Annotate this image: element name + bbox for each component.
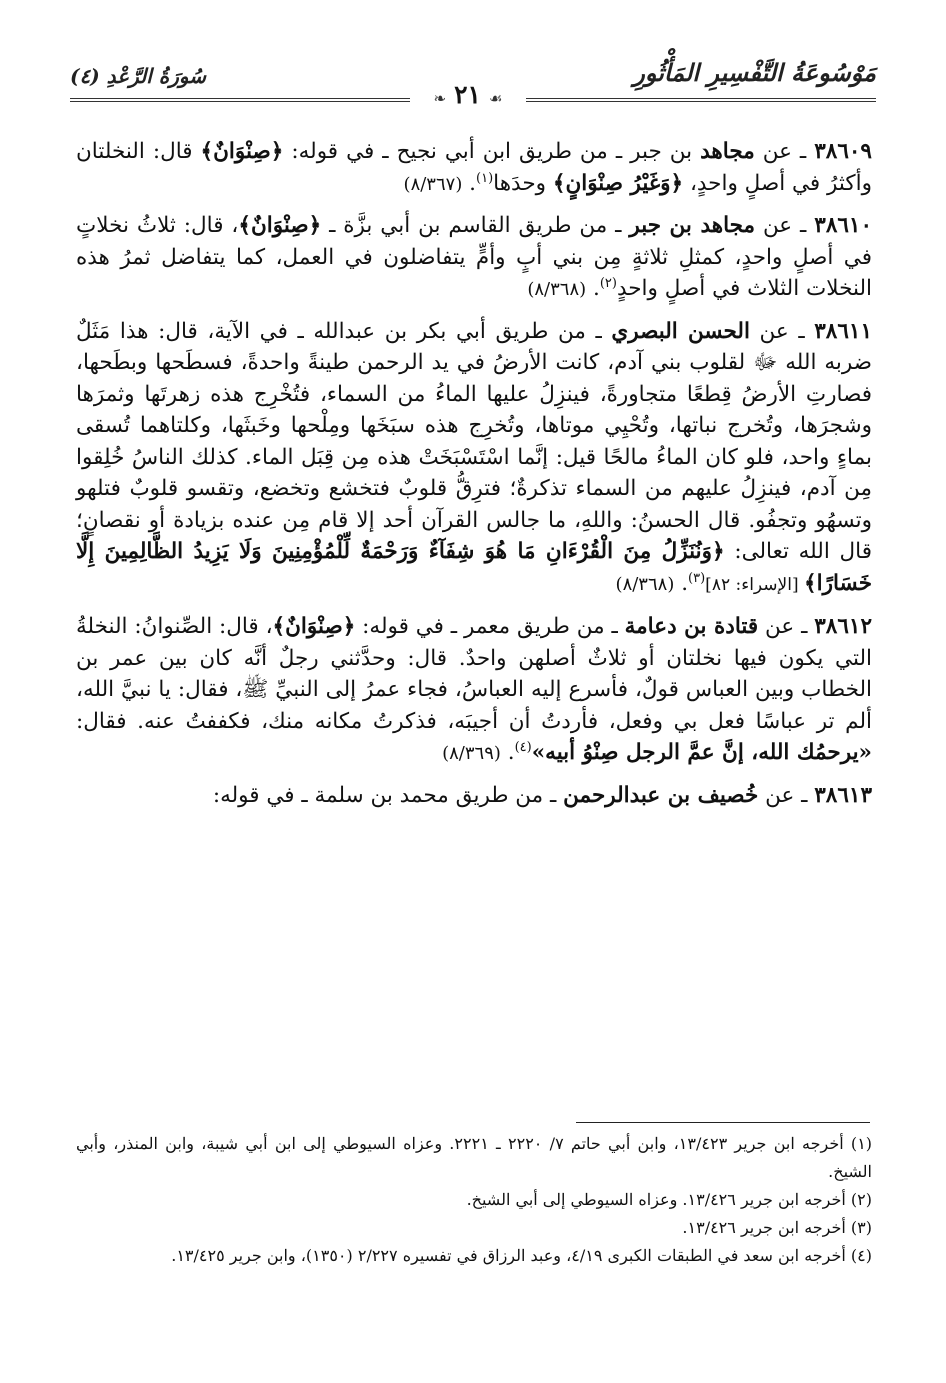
text-run: . bbox=[674, 570, 689, 596]
text-run: ـ عن bbox=[758, 614, 815, 639]
text-run: ـ من طريق القاسم بن أبي بزَّة ـ bbox=[321, 213, 630, 238]
narration-entry bbox=[76, 210, 872, 306]
text-run: وحدَها bbox=[493, 170, 553, 196]
text-run: ـ عن bbox=[758, 782, 815, 808]
quran-quote: ﴿وَغَيْرُ صِنْوَانٍ﴾ bbox=[552, 170, 684, 196]
narrator-name: خُصيف بن عبدالرحمن bbox=[563, 782, 759, 808]
quran-quote: ﴿صِنْوَانٌ﴾ bbox=[272, 614, 356, 639]
narrator-name: قتادة بن دعامة bbox=[624, 614, 759, 639]
volume-reference: (٨/٣٦٨) bbox=[527, 279, 587, 300]
footnote-marker[interactable]: (٢) bbox=[599, 275, 617, 291]
narration-entry bbox=[76, 611, 872, 770]
entry-number: ٣٨٦١١ bbox=[814, 318, 872, 344]
quran-quote: ﴿صِنْوَانٌ﴾ bbox=[238, 213, 322, 238]
text-run: ـ عن bbox=[754, 139, 815, 164]
footnote: (٢) أخرجه ابن جرير ١٣/٤٢٦. وعزاه السيوطي إلى أبي الشيخ. bbox=[466, 1190, 872, 1209]
text-run: . bbox=[586, 276, 600, 301]
page-number: ٢١ bbox=[454, 80, 481, 109]
narrator-name: مجاهد bbox=[700, 139, 755, 164]
surah-label: سُورَةُ الرَّعْدِ (٤) bbox=[70, 64, 206, 88]
entry-number: ٣٨٦١٢ bbox=[814, 614, 872, 639]
text-run: ، قال: الصِّنوانُ: النخلةُ التي يكون فيها نخلتان أو ثلاثٌ أصلهن واحدٌ. قال: وحدَّثني رجلٌ أنَّه كان بين عمر بن الخطاب وبين العباس قولٌ، فأسرع إليه العباسُ، فجاء عمرُ إلى النبيِّ ﷺ، فقال: يا نبيَّ الله، ألم تر عباسًا فعل بي وفعل، فأردتُ أن أجيبَه، فذكرتُ مكانه منك، فكففتُ عنه. فقال: bbox=[76, 614, 872, 734]
header-rule-right bbox=[526, 98, 876, 102]
entry-number: ٣٨٦١٠ bbox=[814, 213, 873, 238]
main-text bbox=[76, 136, 872, 821]
text-run: بن جبر ـ من طريق ابن أبي نجيح ـ في قوله: bbox=[283, 139, 701, 164]
narration-entry bbox=[76, 780, 872, 812]
hadith-quote: «يرحمُك الله، إنَّ عمَّ الرجل صِنْوُ أبيه» bbox=[531, 740, 872, 765]
book-title: مَوْسُوعَةُ التَّفْسِيرِ المَأْثُورِ bbox=[633, 58, 876, 87]
quran-quote: ﴿وَنُنَزِّلُ مِنَ الْقُرْءَانِ مَا هُوَ شِفَآءٌ وَرَحْمَةٌ لِّلْمُؤْمِنِينَ وَلَا يَزِيدُ الظَّالِمِينَ إِلَّا خَسَارًا﴾ bbox=[76, 539, 872, 596]
footnote-divider bbox=[576, 1122, 870, 1123]
text-run: ـ من طريق أبي بكر بن عبدالله ـ في الآية، قال: هذا مَثَلٌ ضربه الله ﷻ لقلوب بني آدم، كانت الأرضُ في يد الرحمن طينةً واحدةً، فسطَحها وبطَحها، فصارتِ الأرضُ قِطعًا متجاورةً، فينزِلُ عليها الماءُ من السماء، فتُخْرِج هذه زهرتَها وثمرَها وشجرَها، وتُخرج نباتها، وتُحْيِي موتاها، وتُخرِج هذه سبَخَها ومِلْحها وخَبثَها، وكلتاهما تُسقى بماءٍ واحد، فلو كان الماءُ مالحًا قيل: إنَّما اسْتَسْبَخَتْ هذه مِن قِبَل الماء. كذلك الناسُ خُلِقوا مِن آدم، فينزِلُ عليهم من السماء تذكرةٌ؛ فترِقُّ قلوبٌ فتخشع وتخضع، وتقسو قلوبٌ فتلهو وتسهُو وتجفُو. قال الحسنُ: واللهِ، ما جالس القرآن أحد إلا قام مِن عنده بزيادة أو نقصانٍ؛ قال الله تعالى: bbox=[76, 318, 872, 564]
footnote: (٣) أخرجه ابن جرير ١٣/٤٢٦. bbox=[682, 1218, 872, 1237]
footnote: (٤) أخرجه ابن سعد في الطبقات الكبرى ٤/١٩، وعبد الرزاق في تفسيره ٢/٢٢٧ (١٣٥٠)، وابن جرير ١٣/٤٢٥. bbox=[171, 1246, 872, 1265]
entry-number: ٣٨٦٠٩ bbox=[814, 139, 872, 164]
page-number-block bbox=[410, 80, 526, 109]
page-header bbox=[70, 52, 876, 118]
text-run: ـ عن bbox=[755, 213, 815, 238]
text-run: . bbox=[500, 740, 515, 765]
text-run: ـ من طريق معمر ـ في قوله: bbox=[355, 614, 625, 639]
ornament-icon: ☙ bbox=[488, 89, 503, 108]
text-run: قال: النخلتان وأكثرُ في أصلٍ واحدٍ، bbox=[76, 139, 872, 196]
volume-reference: (٨/٣٦٧) bbox=[403, 173, 463, 195]
volume-reference: (٨/٣٦٨) bbox=[615, 573, 675, 595]
narrator-name: الحسن البصري bbox=[611, 318, 750, 344]
footnote-marker[interactable]: (٣) bbox=[688, 570, 706, 586]
header-rule-left bbox=[70, 98, 410, 102]
footnotes bbox=[76, 1130, 872, 1270]
narration-entry bbox=[76, 136, 872, 200]
text-run: . bbox=[462, 170, 477, 196]
quran-quote: ﴿صِنْوَانٌ﴾ bbox=[200, 139, 284, 164]
narration-entry bbox=[76, 316, 872, 602]
text-run: ـ من طريق محمد بن سلمة ـ في قوله: bbox=[212, 782, 564, 808]
footnote-marker[interactable]: (٤) bbox=[514, 739, 532, 755]
footnote: (١) أخرجه ابن جرير ١٣/٤٢٣، وابن أبي حاتم ٧/ ٢٢٢٠ ـ ٢٢٢١. وعزاه السيوطي إلى ابن أبي شيبة، وابن المنذر، وأبي الشيخ. bbox=[76, 1134, 873, 1181]
text-run: ـ عن bbox=[749, 318, 815, 344]
narrator-name: مجاهد بن جبر bbox=[629, 213, 756, 238]
footnote-marker[interactable]: (١) bbox=[476, 170, 494, 186]
text-run: ، قال: ثلاثُ نخلاتٍ في أصلٍ واحدٍ، كمثلِ ثلاثةٍ مِن بني أبٍ وأمٍّ يتفاضلون في العمل، كما يتفاضل ثمرُ هذه النخلات الثلاث في أصلٍ واحدٍ bbox=[76, 213, 872, 301]
entry-number: ٣٨٦١٣ bbox=[814, 782, 872, 808]
volume-reference: (٨/٣٦٩) bbox=[442, 743, 501, 764]
ornament-icon: ❧ bbox=[433, 89, 447, 108]
surah-reference: [الإسراء: ٨٢] bbox=[705, 574, 805, 595]
